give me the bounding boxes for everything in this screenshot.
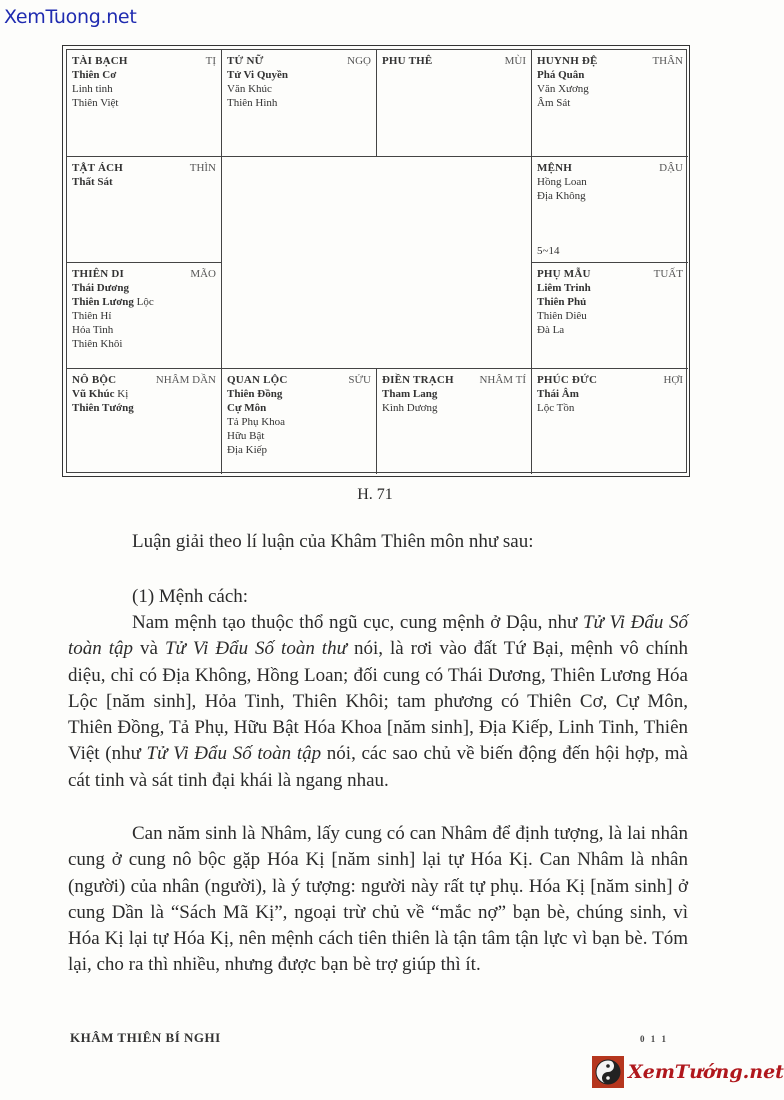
star-name: Thái Âm bbox=[537, 388, 579, 400]
star-name: Thiên Đồng bbox=[227, 388, 283, 400]
earthly-branch: TỊ bbox=[205, 55, 216, 67]
star-entry bbox=[72, 96, 216, 110]
star-entry bbox=[227, 96, 371, 110]
chart-grid bbox=[66, 49, 687, 473]
palace-header bbox=[537, 373, 683, 387]
star-entry bbox=[72, 309, 216, 323]
star-entry bbox=[72, 175, 216, 189]
star-transform: Kị bbox=[114, 388, 129, 400]
star-entry bbox=[72, 323, 216, 337]
palace-header bbox=[227, 373, 371, 387]
star-name: Tham Lang bbox=[382, 388, 438, 400]
palace-header bbox=[537, 54, 683, 68]
star-name: Thiên Việt bbox=[72, 97, 119, 109]
site-watermark: XemTuong.net bbox=[4, 6, 137, 28]
star-name: Văn Xương bbox=[537, 83, 589, 95]
text-run: Nam mệnh tạo thuộc thổ ngũ cục, cung mệnh ở Dậu, như bbox=[132, 612, 583, 633]
palace-cell-tai-bach bbox=[67, 50, 221, 156]
paragraph-1 bbox=[68, 610, 688, 794]
palace-cell-tat-ach bbox=[67, 157, 221, 262]
palace-name: PHỤ MẪU bbox=[537, 268, 591, 280]
star-name: Cự Môn bbox=[227, 402, 267, 414]
book-title-italic: Tử Vi Đẩu Số toàn thư bbox=[164, 638, 347, 660]
palace-cell-phu-mau bbox=[532, 263, 688, 368]
star-entry bbox=[227, 415, 371, 429]
book-title-italic: Tử Vi Đẩu Số toàn tập bbox=[146, 743, 322, 765]
earthly-branch: NGỌ bbox=[347, 55, 371, 67]
star-name: Lộc Tồn bbox=[537, 402, 575, 414]
star-entry bbox=[537, 401, 683, 415]
palace-cell-tu-nu bbox=[222, 50, 376, 156]
earthly-branch: DẬU bbox=[659, 162, 683, 174]
star-name: Liêm Trinh bbox=[537, 282, 591, 294]
star-name: Linh tinh bbox=[72, 83, 113, 95]
palace-cell-menh bbox=[532, 157, 688, 262]
age-range: 5~14 bbox=[537, 245, 560, 257]
star-entry bbox=[537, 175, 683, 189]
star-name: Thiên Hỉ bbox=[72, 310, 112, 322]
palace-name: THIÊN DI bbox=[72, 268, 125, 280]
palace-cell-dien-trach bbox=[377, 369, 531, 474]
star-name: Văn Khúc bbox=[227, 83, 272, 95]
text-run: nói, các sao chủ về biến động đến hội hợp, mà cát tinh và sát tinh đại khái là ngang nhau. bbox=[68, 743, 688, 791]
star-entry bbox=[227, 68, 371, 82]
star-entry bbox=[537, 189, 683, 203]
yin-yang-icon bbox=[592, 1056, 624, 1088]
section-heading: (1) Mệnh cách: bbox=[132, 586, 249, 607]
palace-header bbox=[72, 54, 216, 68]
star-entry bbox=[382, 401, 526, 415]
star-name: Hữu Bật bbox=[227, 430, 265, 442]
logo-text: XemTướng.net bbox=[628, 1061, 784, 1083]
book-title-italic: Tử Vi Đẩu Số toàn tập bbox=[68, 612, 688, 660]
horoscope-chart bbox=[62, 45, 690, 477]
star-entry bbox=[72, 68, 216, 82]
star-name: Phá Quân bbox=[537, 69, 585, 81]
star-name: Âm Sát bbox=[537, 97, 571, 109]
star-entry bbox=[537, 295, 683, 309]
star-entry bbox=[227, 387, 371, 401]
palace-cell-phuc-duc bbox=[532, 369, 688, 474]
star-name: Hỏa Tinh bbox=[72, 324, 114, 336]
palace-name: ĐIỀN TRẠCH bbox=[382, 374, 454, 386]
star-name: Địa Không bbox=[537, 190, 586, 202]
star-entry bbox=[72, 281, 216, 295]
palace-name: NÔ BỘC bbox=[72, 374, 117, 386]
star-entry bbox=[537, 82, 683, 96]
earthly-branch: SỬU bbox=[348, 374, 371, 386]
site-logo bbox=[592, 1056, 784, 1088]
star-entry bbox=[537, 281, 683, 295]
earthly-branch: NHÂM DẦN bbox=[155, 374, 216, 386]
earthly-branch: TUẤT bbox=[653, 268, 683, 280]
text-run: và bbox=[133, 638, 165, 660]
palace-header bbox=[72, 267, 216, 281]
earthly-branch: THÂN bbox=[652, 55, 683, 67]
palace-cell-huynh-de bbox=[532, 50, 688, 156]
star-entry bbox=[382, 387, 526, 401]
palace-header bbox=[537, 161, 683, 175]
star-entry bbox=[537, 323, 683, 337]
star-name: Hồng Loan bbox=[537, 176, 587, 188]
star-entry bbox=[227, 82, 371, 96]
star-transform: Lộc bbox=[133, 296, 154, 308]
star-name: Tả Phụ Khoa bbox=[227, 416, 286, 428]
earthly-branch: NHÂM TÍ bbox=[479, 374, 526, 386]
earthly-branch: MÃO bbox=[190, 268, 216, 280]
star-entry bbox=[537, 68, 683, 82]
palace-header bbox=[227, 54, 371, 68]
star-name: Thiên Khôi bbox=[72, 338, 123, 350]
star-name: Thất Sát bbox=[72, 176, 113, 188]
palace-name: MỆNH bbox=[537, 162, 573, 174]
star-name: Thiên Tướng bbox=[72, 402, 134, 414]
running-footer-title: KHÂM THIÊN BÍ NGHI bbox=[70, 1030, 221, 1045]
star-entry bbox=[537, 309, 683, 323]
palace-header bbox=[382, 54, 526, 68]
star-name: Kình Dương bbox=[382, 402, 438, 414]
star-name: Thiên Diêu bbox=[537, 310, 587, 322]
star-entry bbox=[72, 337, 216, 351]
palace-name: QUAN LỘC bbox=[227, 374, 288, 386]
star-name: Tử Vi Quyền bbox=[227, 69, 289, 81]
star-entry bbox=[72, 295, 216, 309]
figure-caption: H. 71 bbox=[357, 486, 393, 503]
star-name: Thiên Cơ bbox=[72, 69, 117, 81]
star-entry bbox=[72, 387, 216, 401]
star-name: Thiên Phủ bbox=[537, 296, 587, 308]
text-run: nói, là rơi vào đất Tứ Bại, mệnh vô chính diệu, chỉ có Địa Không, Hồng Loan; đối cung có Thái Dương, Thiên Lương Hóa Lộc [năm sinh], Hỏa Tinh, Thiên Khôi; tam phương có Thiên Cơ, Cự Môn, Thiên Đồng, Tả Phụ, Hữu Bật Hóa Khoa [năm sinh], Địa Kiếp, Linh Tinh, Thiên Việt (như bbox=[68, 638, 689, 765]
star-name: Thái Dương bbox=[72, 282, 130, 294]
earthly-branch: THÌN bbox=[189, 162, 216, 174]
palace-name: HUYNH ĐỆ bbox=[537, 55, 598, 67]
star-name: Thiên Hình bbox=[227, 97, 278, 109]
palace-header bbox=[382, 373, 526, 387]
palace-header bbox=[537, 267, 683, 281]
paragraph-2: Can năm sinh là Nhâm, lấy cung có can Nhâm để định tượng, là lai nhân cung ở cung nô bộc gặp Hóa Kị [năm sinh] lại tự Hóa Kị. Can Nhâm là nhân (người) của nhân (người), là ý tượng: người này rất tự phụ. Hóa Kị [năm sinh] ở cung Dần là “Sách Mã Kị”, ngoại trừ chủ về “mắc nợ” bạn bè, chúng sinh, vì Hóa Kị lại tự Hóa Kị, nên mệnh cách tiên thiên là tận tâm tận lực vì bạn bè. Tóm lại, cho ra thì nhiều, nhưng được bạn bè trợ giúp thì ít. bbox=[68, 823, 688, 976]
star-entry bbox=[537, 96, 683, 110]
star-entry bbox=[227, 429, 371, 443]
earthly-branch: MÙI bbox=[504, 55, 526, 67]
star-entry bbox=[227, 443, 371, 457]
star-name: Địa Kiếp bbox=[227, 444, 268, 456]
palace-name: PHÚC ĐỨC bbox=[537, 374, 598, 386]
star-name: Vũ Khúc bbox=[72, 388, 115, 400]
star-name: Đà La bbox=[537, 324, 565, 336]
star-name: Thiên Lương bbox=[72, 296, 134, 308]
palace-header bbox=[72, 161, 216, 175]
intro-line: Luận giải theo lí luận của Khâm Thiên môn như sau: bbox=[132, 531, 534, 552]
star-entry bbox=[72, 82, 216, 96]
page-number: 0 1 1 bbox=[640, 1034, 668, 1044]
palace-name: PHU THÊ bbox=[382, 55, 433, 67]
palace-name: TÀI BẠCH bbox=[72, 55, 128, 67]
palace-cell-phu-the bbox=[377, 50, 531, 156]
earthly-branch: HỢI bbox=[663, 374, 683, 386]
star-entry bbox=[537, 387, 683, 401]
palace-cell-no-boc bbox=[67, 369, 221, 474]
palace-name: TỬ NỮ bbox=[227, 55, 264, 67]
palace-cell-quan-loc bbox=[222, 369, 376, 474]
palace-name: TẬT ÁCH bbox=[72, 162, 124, 174]
star-entry bbox=[227, 401, 371, 415]
star-entry bbox=[72, 401, 216, 415]
palace-header bbox=[72, 373, 216, 387]
palace-cell-thien-di bbox=[67, 263, 221, 368]
